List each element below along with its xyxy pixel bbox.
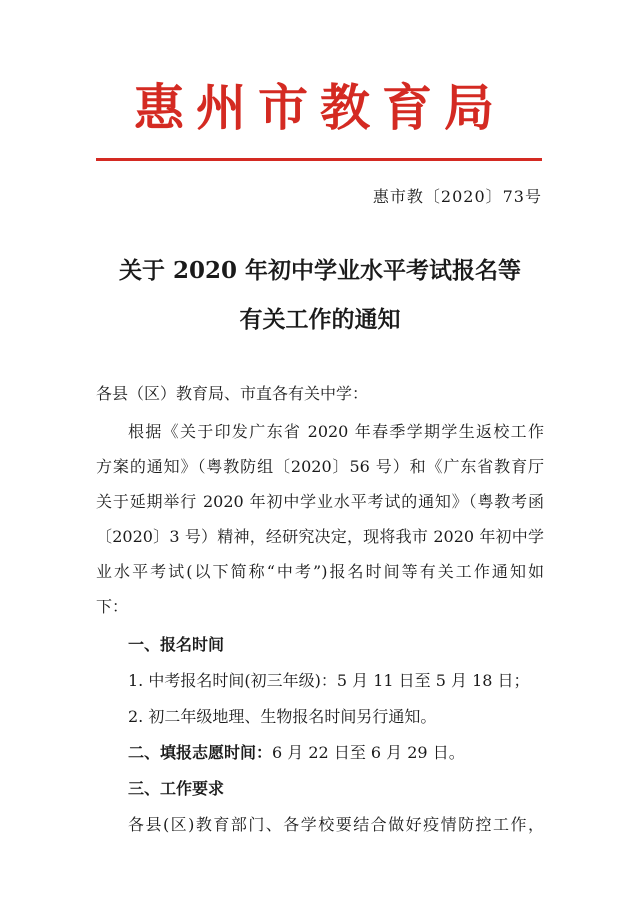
requirements-text: 各县(区)教育部门、各学校要结合做好疫情防控工作，: [128, 815, 544, 834]
masthead-title: 惠州市教育局: [134, 78, 506, 137]
section-heading-application: 二、填报志愿时间：: [128, 743, 273, 762]
red-divider-line: [96, 158, 542, 161]
intro-line: 方案的通知》（粤教防组〔2020〕56 号）和《广东省教育厅: [96, 457, 544, 476]
registration-item-2: 2. 初二年级地理、生物报名时间另行通知。: [128, 707, 437, 726]
intro-line: 下：: [96, 597, 129, 616]
notice-title-line-1: 关于 2020 年初中学业水平考试报名等: [118, 257, 522, 284]
intro-line: 关于延期举行 2020 年初中学业水平考试的通知》（粤教考函: [96, 492, 544, 511]
notice-title-line-2: 有关工作的通知: [239, 306, 401, 333]
intro-line: 根据《关于印发广东省 2020 年春季学期学生返校工作: [128, 422, 544, 441]
section-heading-requirements: 三、工作要求: [128, 779, 225, 798]
section-2-line: [128, 742, 554, 764]
document-number: 惠市教〔2020〕73号: [372, 187, 542, 206]
salutation: 各县（区）教育局、市直各有关中学：: [96, 384, 369, 403]
registration-item-1: 1. 中考报名时间(初三年级)：5 月 11 日至 5 月 18 日；: [128, 671, 530, 690]
intro-line: 业水平考试(以下简称“中考”)报名时间等有关工作通知如: [96, 562, 544, 581]
intro-line: 〔2020〕3 号）精神，经研究决定，现将我市 2020 年初中学: [96, 527, 544, 546]
application-period: 6 月 22 日至 6 月 29 日。: [272, 743, 465, 762]
section-heading-registration: 一、报名时间: [128, 635, 225, 654]
